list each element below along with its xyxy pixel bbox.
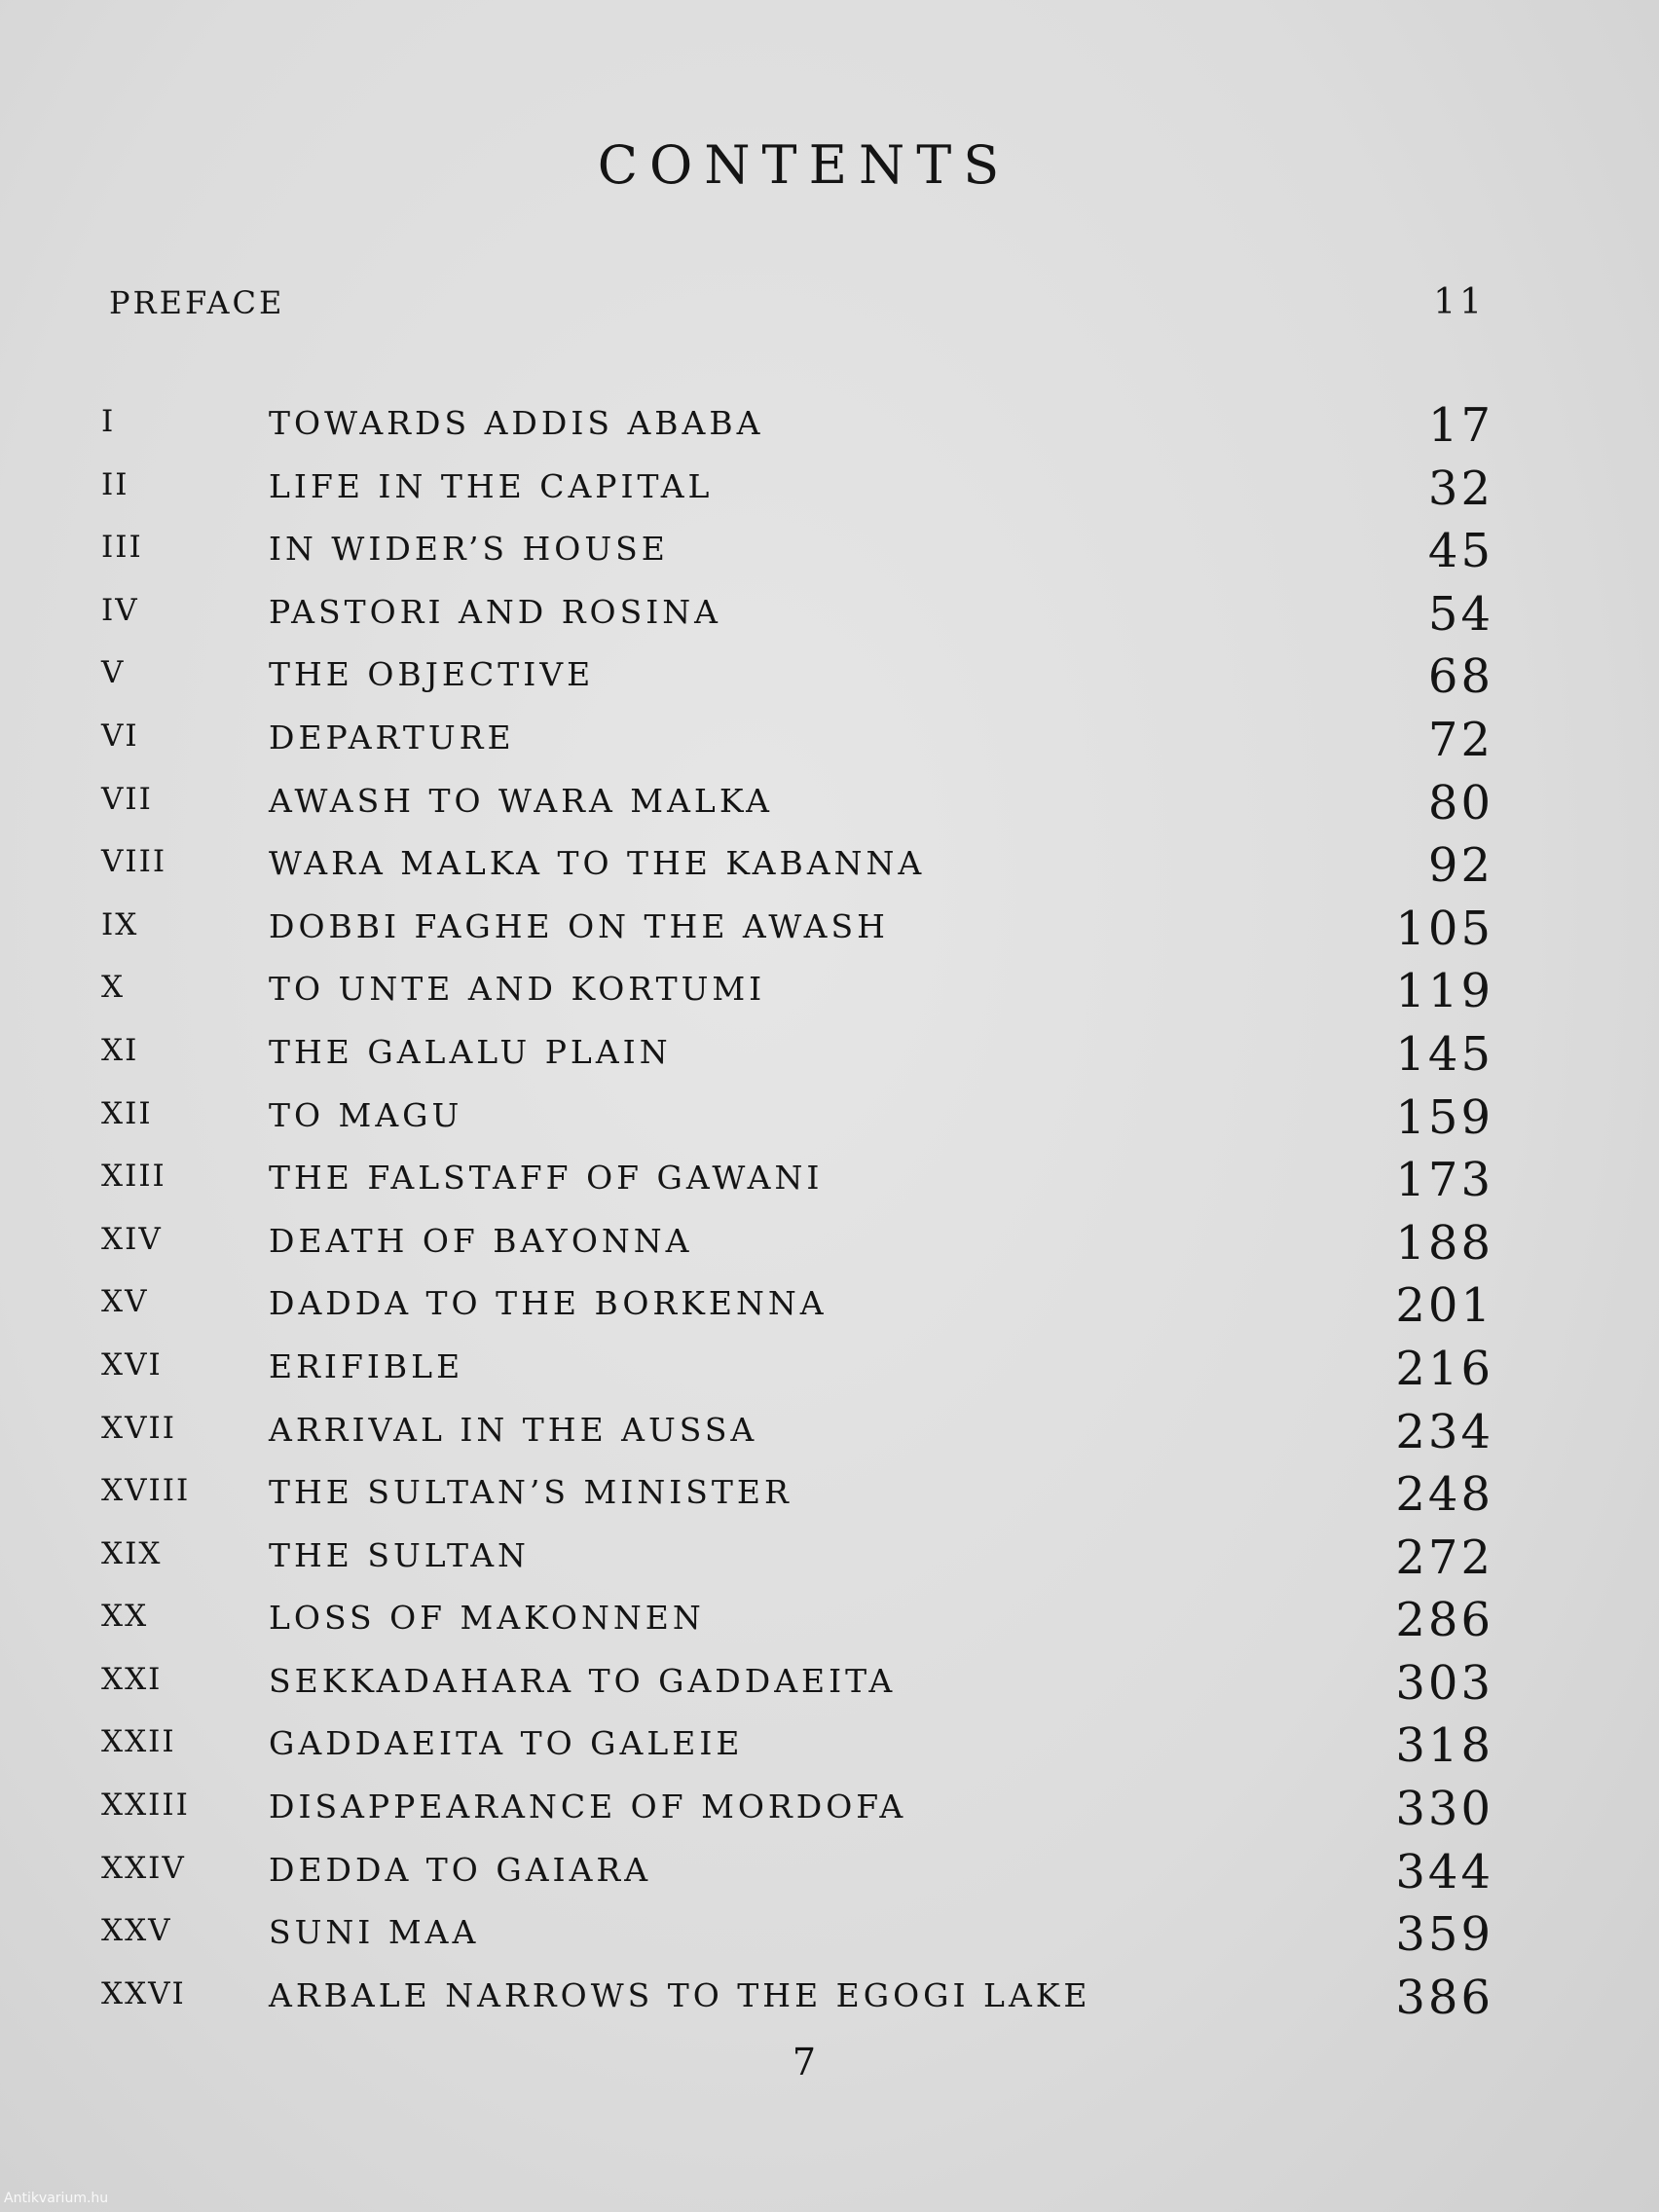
chapter-title: ERIFIBLE <box>269 1346 464 1385</box>
toc-entry <box>0 1341 1659 1411</box>
chapter-number: VII <box>101 781 153 817</box>
page-title: CONTENTS <box>597 134 1012 196</box>
table-of-contents <box>0 398 1659 2039</box>
chapter-number: XIV <box>101 1221 163 1257</box>
toc-entry <box>0 1026 1659 1096</box>
chapter-number: XXV <box>101 1913 172 1949</box>
toc-entry <box>0 1530 1659 1600</box>
chapter-title: PASTORI AND ROSINA <box>269 592 721 631</box>
preface-page-number: 11 <box>1433 282 1486 322</box>
chapter-title: THE FALSTAFF OF GAWANI <box>269 1159 824 1198</box>
chapter-title: DEATH OF BAYONNA <box>269 1221 693 1260</box>
toc-entry <box>0 1215 1659 1285</box>
toc-entry <box>0 1467 1659 1536</box>
chapter-number: XIII <box>101 1159 166 1195</box>
chapter-page-number: 344 <box>1395 1844 1493 1899</box>
toc-entry <box>0 461 1659 531</box>
chapter-number: XIX <box>101 1535 163 1571</box>
chapter-page-number: 145 <box>1395 1026 1493 1082</box>
toc-entry <box>0 1278 1659 1347</box>
toc-entry <box>0 1655 1659 1725</box>
chapter-number: V <box>101 655 126 691</box>
chapter-number: II <box>101 466 129 502</box>
chapter-number: XV <box>101 1284 149 1320</box>
chapter-number: VI <box>101 718 139 754</box>
page-folio: 7 <box>792 2041 817 2083</box>
chapter-title: ARBALE NARROWS TO THE EGOGI LAKE <box>269 1975 1091 2014</box>
toc-entry <box>0 901 1659 971</box>
preface-label: PREFACE <box>109 284 285 321</box>
chapter-title: DEPARTURE <box>269 718 515 756</box>
chapter-number: XX <box>101 1599 149 1635</box>
chapter-title: THE GALALU PLAIN <box>269 1032 672 1071</box>
toc-entry <box>0 1844 1659 1914</box>
chapter-title: THE SULTAN <box>269 1535 530 1574</box>
chapter-title: AWASH TO WARA MALKA <box>269 781 773 820</box>
chapter-number: XI <box>101 1032 139 1068</box>
chapter-title: LOSS OF MAKONNEN <box>269 1599 705 1638</box>
chapter-title: LIFE IN THE CAPITAL <box>269 466 714 505</box>
chapter-title: TO MAGU <box>269 1095 463 1134</box>
toc-entry <box>0 1089 1659 1160</box>
chapter-number: X <box>101 970 126 1006</box>
chapter-page-number: 159 <box>1395 1089 1493 1145</box>
chapter-number: XVI <box>101 1346 163 1382</box>
toc-entry <box>0 1153 1659 1222</box>
chapter-title: DOBBI FAGHE ON THE AWASH <box>269 906 889 945</box>
chapter-number: XVII <box>101 1410 176 1446</box>
chapter-page-number: 386 <box>1395 1970 1493 2025</box>
chapter-title: IN WIDER’S HOUSE <box>269 530 669 569</box>
toc-entry <box>0 524 1659 593</box>
chapter-page-number: 359 <box>1395 1907 1493 1963</box>
chapter-title: ARRIVAL IN THE AUSSA <box>269 1410 758 1449</box>
chapter-page-number: 234 <box>1395 1404 1493 1459</box>
chapter-page-number: 80 <box>1427 775 1493 830</box>
chapter-title: TO UNTE AND KORTUMI <box>269 970 766 1009</box>
chapter-page-number: 105 <box>1395 901 1493 956</box>
toc-entry <box>0 586 1659 656</box>
chapter-page-number: 318 <box>1395 1718 1493 1774</box>
chapter-page-number: 72 <box>1427 712 1493 767</box>
toc-entry <box>0 775 1659 845</box>
chapter-page-number: 272 <box>1395 1530 1493 1585</box>
chapter-number: XVIII <box>101 1473 191 1509</box>
chapter-title: THE SULTAN’S MINISTER <box>269 1473 793 1512</box>
watermark: Antikvarium.hu <box>4 2191 109 2206</box>
toc-entry <box>0 1782 1659 1851</box>
chapter-title: DISAPPEARANCE OF MORDOFA <box>269 1788 907 1826</box>
chapter-number: XXII <box>101 1724 176 1760</box>
chapter-title: TOWARDS ADDIS ABABA <box>269 404 764 442</box>
chapter-page-number: 119 <box>1395 964 1493 1019</box>
chapter-title: SUNI MAA <box>269 1913 480 1952</box>
chapter-number: VIII <box>101 844 167 880</box>
chapter-page-number: 92 <box>1427 838 1493 894</box>
chapter-number: I <box>101 404 116 439</box>
toc-entry <box>0 649 1659 719</box>
toc-entry <box>0 1593 1659 1662</box>
chapter-number: III <box>101 530 143 566</box>
chapter-title: WARA MALKA TO THE KABANNA <box>269 844 926 883</box>
chapter-number: XXIV <box>101 1850 186 1886</box>
chapter-title: DADDA TO THE BORKENNA <box>269 1284 828 1323</box>
chapter-page-number: 45 <box>1427 524 1493 579</box>
chapter-page-number: 188 <box>1395 1215 1493 1271</box>
chapter-page-number: 17 <box>1427 398 1493 453</box>
toc-entry <box>0 1404 1659 1474</box>
toc-entry <box>0 838 1659 907</box>
chapter-page-number: 32 <box>1427 461 1493 516</box>
toc-entry <box>0 1907 1659 1976</box>
chapter-number: IV <box>101 592 139 628</box>
toc-entry <box>0 1970 1659 2040</box>
chapter-page-number: 173 <box>1395 1153 1493 1208</box>
chapter-page-number: 68 <box>1427 649 1493 705</box>
chapter-page-number: 248 <box>1395 1467 1493 1523</box>
chapter-number: XII <box>101 1095 153 1131</box>
chapter-page-number: 330 <box>1395 1782 1493 1837</box>
chapter-number: XXI <box>101 1661 163 1697</box>
chapter-number: XXIII <box>101 1788 190 1824</box>
toc-entry <box>0 1718 1659 1788</box>
toc-entry <box>0 712 1659 782</box>
chapter-page-number: 216 <box>1395 1341 1493 1396</box>
chapter-page-number: 303 <box>1395 1655 1493 1711</box>
chapter-number: XXVI <box>101 1975 186 2011</box>
chapter-page-number: 286 <box>1395 1593 1493 1648</box>
chapter-page-number: 54 <box>1427 586 1493 642</box>
chapter-page-number: 201 <box>1395 1278 1493 1334</box>
chapter-title: DEDDA TO GAIARA <box>269 1850 652 1889</box>
chapter-title: SEKKADAHARA TO GADDAEITA <box>269 1661 897 1700</box>
chapter-title: THE OBJECTIVE <box>269 655 595 694</box>
chapter-number: IX <box>101 906 139 942</box>
toc-entry <box>0 964 1659 1033</box>
toc-entry <box>0 398 1659 467</box>
chapter-title: GADDAEITA TO GALEIE <box>269 1724 744 1763</box>
